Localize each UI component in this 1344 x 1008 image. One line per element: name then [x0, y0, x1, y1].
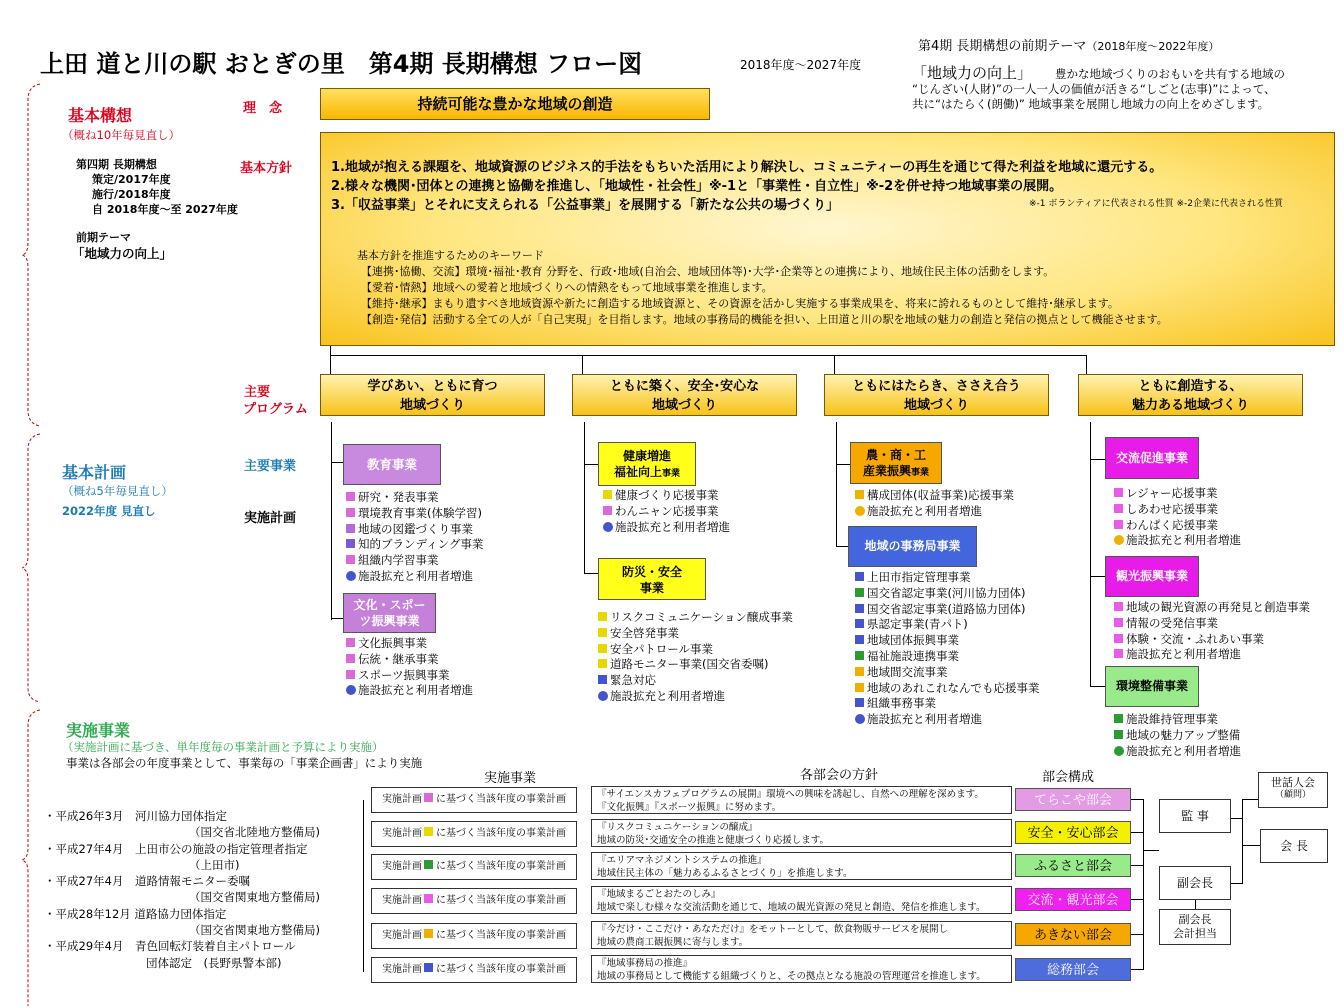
square-bullet-icon — [1114, 714, 1123, 723]
items-kyoiku — [346, 490, 483, 585]
category-nosho-label1: 農・商・工 — [865, 448, 926, 462]
hoshin-point-3: 3.「収益事業」とそれに支えられる「公益事業」を展開する「新たな公共の場づくり」 — [331, 198, 839, 213]
tree-line — [1086, 355, 1087, 374]
square-bullet-icon — [855, 651, 864, 660]
category-kenko-label2-small: 事業 — [662, 469, 681, 479]
history-5-sub: 団体認定 (長野県警本部) — [146, 955, 282, 970]
list-item: リスクコミュニケーション醸成事業 — [598, 610, 793, 626]
exec-plan-row: 実施計画 に基づく当該年度の事業計画 — [371, 821, 577, 847]
list-item: 安全啓発事業 — [598, 626, 793, 642]
exec-plan-row: 実施計画 に基づく当該年度の事業計画 — [371, 854, 577, 880]
square-bullet-icon — [424, 860, 433, 869]
policy-row: 『エリアマネジメントシステムの推進』 地域住民主体の「魅力あるふるさとづくり」を推進します。 — [591, 852, 1012, 880]
zenki-label: 前期テーマ — [76, 231, 131, 244]
history-2: ・平成27年4月 上田市公の施設の指定管理者指定 — [44, 841, 308, 856]
list-item: 国交省認定事業(河川協力団体) — [855, 586, 1040, 602]
col-header-hoshin: 各部会の方針 — [800, 768, 879, 783]
tree-line — [1242, 799, 1243, 819]
history-4: ・平成28年12月 道路協力団体指定 — [44, 906, 227, 921]
exec-plan-row: 実施計画 に基づく当該年度の事業計画 — [371, 787, 577, 813]
program-4-line2: 魅力ある地域づくり — [1131, 398, 1249, 413]
category-kanko-label: 観光振興事業 — [1115, 569, 1188, 583]
col-header-bukai: 部会構成 — [1042, 770, 1095, 785]
tree-line — [330, 355, 1086, 356]
dept-furusato: ふるさと部会 — [1015, 854, 1131, 877]
list-item: 施設拡充と利用者増進 — [346, 569, 483, 585]
category-kyoiku — [343, 444, 441, 485]
program-1-line2: 地域づくり — [399, 398, 465, 413]
list-item: 伝統・継承事業 — [346, 652, 473, 668]
list-item: 道路モニター事業(国交省委嘱) — [598, 657, 793, 673]
koso-info-3: 施行/2018年度 — [92, 188, 171, 201]
category-bosai — [598, 558, 706, 600]
keyword-title: 基本方針を推進するためのキーワード — [357, 249, 544, 262]
tree-line — [836, 422, 837, 547]
policy-row: 『地域まるごとおたのしみ』 地域で楽しむ様々な交流活動を通じて、地域の観光資源の発見と創造、発信を推進します。 — [591, 886, 1012, 914]
category-kyoiku-label: 教育事業 — [366, 457, 417, 472]
category-koryu — [1105, 437, 1199, 479]
items-jimukyoku — [855, 570, 1040, 728]
items-bosai — [598, 610, 793, 705]
circle-bullet-icon — [598, 691, 608, 701]
square-bullet-icon — [424, 929, 433, 938]
keikaku-review: 2022年度 見直し — [62, 504, 156, 518]
tree-line — [1143, 799, 1144, 970]
square-bullet-icon — [855, 698, 864, 707]
square-bullet-icon — [598, 675, 607, 684]
history-1: ・平成26年3月 河川協力団体指定 — [44, 809, 227, 823]
dept-akinai: あきない部会 — [1015, 923, 1131, 946]
policy-row: 『今だけ・ここだけ・あなただけ』をモットーとして、飲食物販サービスを展開し 地域の農商工観振興に寄与します。 — [591, 921, 1012, 949]
brace-kihon-keikaku — [22, 432, 42, 704]
shuyo-jigyo-label: 主要事業 — [244, 459, 297, 474]
list-item: 施設拡充と利用者増進 — [1114, 647, 1310, 663]
tree-line — [1090, 576, 1105, 577]
kihon-koso-heading: 基本構想 — [68, 106, 133, 125]
square-bullet-icon — [1114, 730, 1123, 739]
list-item: 安全パトロール事業 — [598, 642, 793, 658]
org-kaicho: 会 長 — [1260, 829, 1328, 863]
theme-text-2: “じんざい(人財)”の一人一人の価値が活きる“しごと(志事)”によって、 — [912, 82, 1276, 96]
list-item: わんニャン応援事業 — [603, 504, 730, 520]
tree-line — [1131, 865, 1143, 866]
program-3-line2: 地域づくり — [903, 398, 969, 413]
category-kenko-label2: 福祉向上 — [613, 465, 662, 479]
category-bosai-label1: 防災・安全 — [621, 565, 682, 579]
keyword-3: 【維持･継承】まもり遺すべき地域資源や新たに創造する地域資源と、その資源を活かし実施する事業成果を、将来に誇れるものとして維持･継承します。 — [361, 297, 1119, 310]
zenki-theme: 「地域力の向上」 — [72, 246, 173, 261]
square-bullet-icon — [1114, 520, 1123, 529]
list-item: 施設拡充と利用者増進 — [1114, 533, 1241, 549]
list-item: 研究・発表事業 — [346, 490, 483, 506]
square-bullet-icon — [346, 539, 355, 548]
list-item: 地域間交流事業 — [855, 665, 1040, 681]
tree-line — [584, 464, 598, 465]
history-2-sub: （上田市) — [189, 857, 240, 872]
square-bullet-icon — [598, 659, 607, 668]
square-bullet-icon — [855, 683, 864, 692]
square-bullet-icon — [603, 506, 612, 515]
category-jimukyoku — [848, 526, 977, 567]
square-bullet-icon — [855, 588, 864, 597]
square-bullet-icon — [424, 793, 433, 802]
list-item: 組織事務事業 — [855, 696, 1040, 712]
program-label-2: プログラム — [243, 402, 308, 417]
square-bullet-icon — [1114, 649, 1123, 658]
kihon-keikaku-sub: （概ね5年毎見直し） — [62, 484, 173, 498]
history-5: ・平成29年4月 青色回転灯装着自主パトロール — [44, 939, 296, 954]
category-bosai-label2: 事業 — [639, 581, 664, 595]
tree-line — [582, 355, 583, 374]
items-kenko — [603, 488, 730, 535]
square-bullet-icon — [346, 524, 355, 533]
list-item: 施設拡充と利用者増進 — [855, 504, 1014, 520]
items-koryu — [1114, 486, 1241, 549]
list-item: スポーツ振興事業 — [346, 668, 473, 684]
tree-line — [1143, 850, 1159, 851]
period-label: 2018年度～2027年度 — [740, 58, 862, 72]
history-3-sub: （国交省関東地方整備局) — [189, 890, 320, 905]
dept-koryu-kanko: 交流・観光部会 — [1015, 888, 1131, 911]
square-bullet-icon — [346, 670, 355, 679]
square-bullet-icon — [346, 508, 355, 517]
program-manabiai — [320, 374, 545, 416]
dept-anzen: 安全・安心部会 — [1015, 821, 1131, 844]
list-item: 福祉施設連携事業 — [855, 649, 1040, 665]
theme-heading: 第4期 長期構想の前期テーマ（2018年度～2022年度） — [918, 39, 1220, 54]
list-item: 施設拡充と利用者増進 — [598, 689, 793, 705]
org-fukukaicho-kaikei: 副会長 会計担当 — [1159, 909, 1231, 945]
category-nosho — [850, 442, 942, 484]
category-nosho-label2-small: 事業 — [911, 468, 930, 478]
list-item: 健康づくり応援事業 — [603, 488, 730, 504]
keyword-1: 【連携･協働、交流】環境･福祉･教育 分野を、行政･地域(自治会、地域団体等)･大学･企業等との連携により、地域住民主体の活動をします。 — [361, 265, 1055, 278]
list-item: 文化振興事業 — [346, 636, 473, 652]
category-kankyo — [1105, 666, 1199, 707]
theme-text-3: 共に“はたらく(朗働)” 地域事業を展開し地域力の向上をめざします。 — [912, 97, 1270, 111]
square-bullet-icon — [855, 490, 864, 499]
tree-line — [1242, 845, 1260, 846]
tree-line — [1090, 422, 1091, 686]
tree-line — [836, 546, 848, 547]
program-anzen — [572, 374, 797, 416]
col-header-jisshi: 実施事業 — [484, 771, 537, 786]
list-item: 緊急対応 — [598, 673, 793, 689]
circle-bullet-icon — [346, 571, 356, 581]
koso-info-1: 第四期 長期構想 — [76, 158, 157, 171]
square-bullet-icon — [424, 963, 433, 972]
list-item: 情報の受発信事業 — [1114, 616, 1310, 632]
hoshin-point-1: 1.地域が抱える課題を、地域資源のビジネス的手法をもちいた活用により解決し、コミュニティーの再生を通じて得た利益を地域に還元する。 — [331, 160, 1163, 175]
tree-line — [330, 346, 331, 374]
list-item: 施設拡充と利用者増進 — [603, 520, 730, 536]
items-bunka — [346, 636, 473, 699]
tree-line — [584, 573, 598, 574]
exec-plan-row: 実施計画 に基づく当該年度の事業計画 — [371, 888, 577, 914]
page-title: 上田 道と川の駅 おとぎの里 第4期 長期構想 フロー図 — [40, 50, 643, 78]
square-bullet-icon — [855, 667, 864, 676]
tree-line — [331, 462, 343, 463]
exec-plan-row: 実施計画 に基づく当該年度の事業計画 — [371, 957, 577, 983]
category-koryu-label: 交流促進事業 — [1115, 451, 1188, 465]
items-kankyo — [1114, 712, 1241, 759]
items-nosho — [855, 488, 1014, 520]
tree-line — [584, 422, 585, 574]
program-sozo — [1078, 374, 1303, 416]
circle-bullet-icon — [855, 506, 865, 516]
list-item: 地域の魅力アップ整備 — [1114, 728, 1241, 744]
square-bullet-icon — [424, 827, 433, 836]
program-4-line1: ともに創造する、 — [1138, 379, 1243, 394]
square-bullet-icon — [1114, 488, 1123, 497]
org-fukukaicho: 副会長 — [1159, 866, 1231, 900]
keyword-4: 【創造･発信】活動する全ての人が「自己実現」を目指します。地域の事務局的機能を担い、上田道と川の駅を地域の魅力の創造と発信の拠点として機能させます。 — [361, 313, 1168, 326]
list-item: 体験・交流・ふれあい事業 — [1114, 632, 1310, 648]
tree-line — [1131, 899, 1143, 900]
circle-bullet-icon — [1114, 535, 1124, 545]
tree-line — [834, 355, 835, 374]
square-bullet-icon — [603, 490, 612, 499]
list-item: レジャー応援事業 — [1114, 486, 1241, 502]
square-bullet-icon — [598, 612, 607, 621]
program-1-line1: 学びあい、ともに育つ — [367, 379, 498, 394]
policy-row: 『地域事務局の推進』 地域の事務局として機能する組織づくりと、その拠点となる施設の管理運営を推進します。 — [591, 955, 1012, 983]
kihon-keikaku-heading: 基本計画 — [62, 463, 127, 482]
list-item: 地域の図鑑づくり事業 — [346, 522, 483, 538]
jisshi-note: 事業は各部会の年度事業として、事業毎の「事業企画書」により実施 — [66, 756, 423, 770]
tree-line — [331, 618, 343, 619]
list-item: 施設拡充と利用者増進 — [346, 683, 473, 699]
hoshin-label: 基本方針 — [240, 161, 293, 176]
square-bullet-icon — [346, 492, 355, 501]
square-bullet-icon — [424, 894, 433, 903]
list-item: しあわせ応援事業 — [1114, 502, 1241, 518]
category-bunka-label1: 文化・スポー — [353, 598, 426, 612]
program-3-line1: ともにはたらき、ささえ合う — [852, 379, 1021, 394]
square-bullet-icon — [855, 604, 864, 613]
square-bullet-icon — [855, 619, 864, 628]
program-hataraki — [824, 374, 1049, 416]
program-2-line1: ともに築く、安全･安心な — [609, 379, 760, 394]
list-item: 施設拡充と利用者増進 — [855, 712, 1040, 728]
list-item: わんぱく応援事業 — [1114, 518, 1241, 534]
list-item: 環境教育事業(体験学習) — [346, 506, 483, 522]
koso-info-4: 自 2018年度～至 2027年度 — [92, 203, 238, 216]
brace-jisshi-jigyo — [22, 708, 42, 1008]
square-bullet-icon — [1114, 504, 1123, 513]
tree-line — [836, 464, 850, 465]
org-sewanin: 世話人会 （顧問） — [1258, 772, 1328, 808]
tree-line — [1242, 818, 1243, 884]
koso-info-2: 策定/2017年度 — [92, 173, 171, 186]
tree-line — [1090, 686, 1105, 687]
list-item: 国交省認定事業(道路協力団体) — [855, 602, 1040, 618]
square-bullet-icon — [1114, 602, 1123, 611]
list-item: 地域の観光資源の再発見と創造事業 — [1114, 600, 1310, 616]
list-item: 県認定事業(青パト) — [855, 617, 1040, 633]
square-bullet-icon — [598, 628, 607, 637]
program-2-line2: 地域づくり — [651, 398, 717, 413]
list-item: 構成団体(収益事業)応援事業 — [855, 488, 1014, 504]
list-item: 地域団体振興事業 — [855, 633, 1040, 649]
circle-bullet-icon — [855, 714, 865, 724]
history-4-sub: （国交省関東地方整備局) — [189, 923, 320, 938]
exec-plan-row: 実施計画 に基づく当該年度の事業計画 — [371, 923, 577, 949]
policy-row: 『サイエンスカフェプログラムの展開』環境への興味を誘起し、自然への理解を深めます。 『文化振興』『スポーツ振興』に努めます。 — [591, 786, 1012, 814]
dept-terakoya: てらこや部会 — [1015, 788, 1131, 811]
tree-line — [1131, 969, 1143, 970]
tree-line — [331, 422, 332, 620]
history-1-sub: （国交省北陸地方整備局) — [189, 825, 320, 840]
tree-line — [363, 800, 364, 972]
tree-line — [1090, 459, 1105, 460]
tree-line — [1231, 883, 1243, 884]
category-kanko — [1105, 556, 1199, 597]
category-bunka-label2: ツ振興事業 — [359, 614, 420, 628]
rinen-text: 持続可能な豊かな地域の創造 — [417, 95, 613, 113]
tree-line — [1131, 799, 1143, 800]
tree-line — [1131, 934, 1143, 935]
category-bunka — [343, 593, 436, 633]
list-item: 上田市指定管理事業 — [855, 570, 1040, 586]
jisshi-keikaku-label: 実施計画 — [244, 511, 297, 526]
items-kanko — [1114, 600, 1310, 663]
hoshin-box — [320, 132, 1335, 346]
list-item: 組織内学習事業 — [346, 553, 483, 569]
org-kanji: 監 事 — [1159, 799, 1231, 833]
circle-bullet-icon — [346, 685, 356, 695]
theme-quote: 「地域力の向上」 — [912, 64, 1033, 82]
jisshi-jigyo-sub: （実施計画に基づき、単年度毎の事業計画と予算により実施） — [62, 740, 384, 754]
square-bullet-icon — [346, 555, 355, 564]
category-nosho-label2: 産業振興 — [862, 464, 911, 478]
history-list — [44, 808, 320, 971]
category-kenko — [598, 442, 696, 486]
list-item: 施設拡充と利用者増進 — [1114, 744, 1241, 760]
category-jimukyoku-label: 地域の事務局事業 — [864, 539, 961, 553]
list-item: 施設維持管理事業 — [1114, 712, 1241, 728]
kihon-koso-sub: （概ね10年毎見直し） — [62, 128, 181, 142]
rinen-label: 理 念 — [243, 101, 283, 116]
square-bullet-icon — [598, 644, 607, 653]
square-bullet-icon — [1114, 618, 1123, 627]
square-bullet-icon — [346, 638, 355, 647]
square-bullet-icon — [346, 654, 355, 663]
category-kankyo-label: 環境整備事業 — [1115, 679, 1188, 693]
rinen-box — [320, 88, 710, 120]
jisshi-jigyo-heading: 実施事業 — [66, 721, 131, 740]
category-kenko-label1: 健康増進 — [622, 449, 671, 463]
theme-text-1: 豊かな地域づくりのおもいを共有する地域の — [1055, 67, 1285, 81]
square-bullet-icon — [855, 635, 864, 644]
dept-somu: 総務部会 — [1015, 958, 1131, 981]
list-item: 地域のあれこれなんでも応援事業 — [855, 681, 1040, 697]
circle-bullet-icon — [603, 522, 613, 532]
policy-row: 『リスクコミュニケーションの醸成』 地域の防災･交通安全の推進と健康づくり応援します。 — [591, 819, 1012, 847]
tree-line — [1242, 799, 1258, 800]
program-label-1: 主要 — [244, 385, 271, 400]
keyword-2: 【愛着･情熱】地域への愛着と地域づくりへの情熱をもって地域事業を推進します。 — [361, 281, 773, 294]
hoshin-point-2: 2.様々な機関･団体との連携と協働を推進し、「地域性・社会性」※-1と「事業性・自立性」※-2を併せ持つ地域事業の展開。 — [331, 179, 1063, 194]
list-item: 知的ブランディング事業 — [346, 537, 483, 553]
brace-kihon-koso — [22, 82, 42, 428]
circle-bullet-icon — [1114, 746, 1124, 756]
tree-line — [1131, 832, 1143, 833]
hoshin-footnote: ※-1 ボランティアに代表される性質 ※-2企業に代表される性質 — [1029, 199, 1284, 209]
history-3: ・平成27年4月 道路情報モニター委嘱 — [44, 874, 250, 889]
square-bullet-icon — [855, 572, 864, 581]
square-bullet-icon — [1114, 634, 1123, 643]
